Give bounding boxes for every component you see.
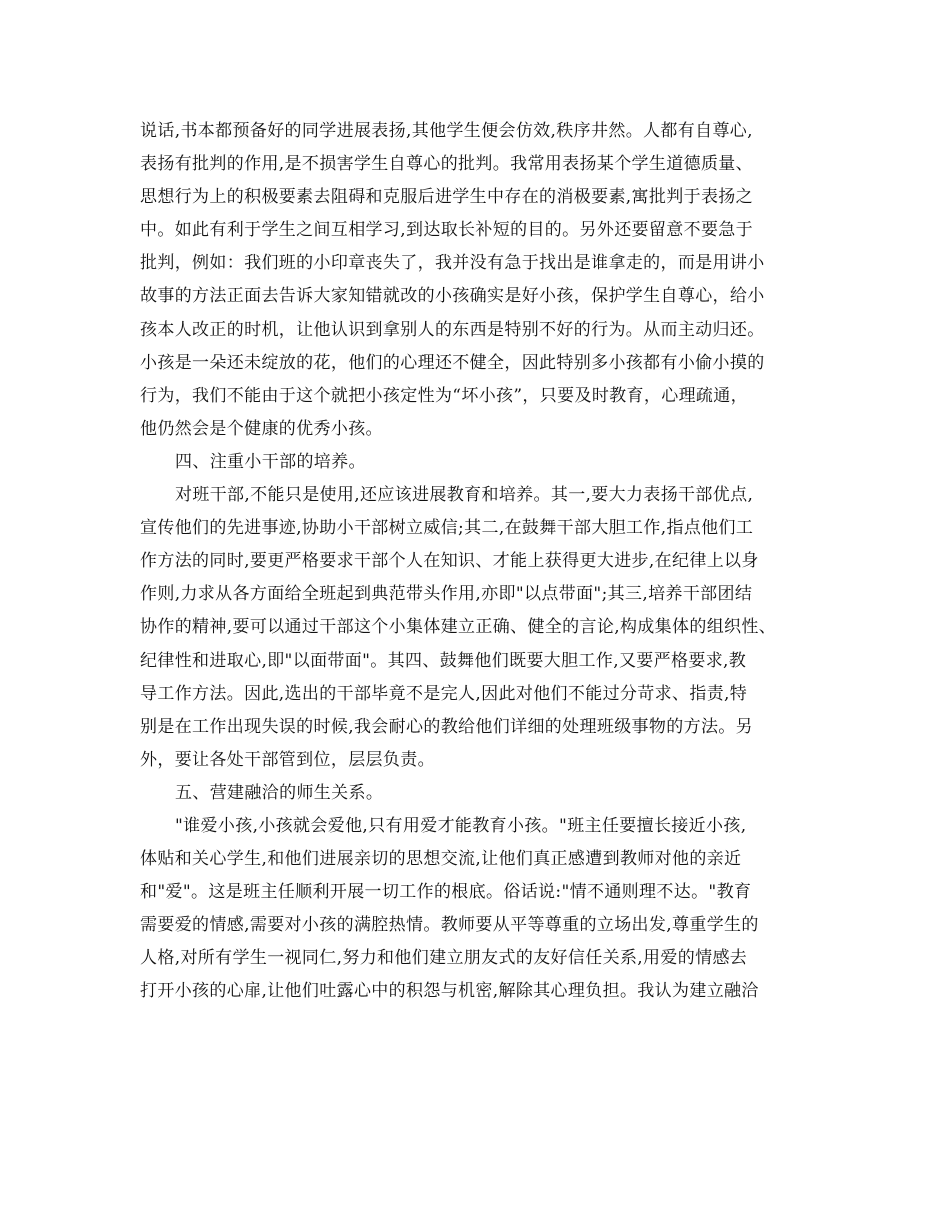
text-line: 协作的精神,要可以通过干部这个小集体建立正确、健全的言论,构成集体的组织性、 (140, 617, 777, 638)
document-body (140, 115, 820, 1009)
text-line: 需要爱的情感,需要对小孩的满腔热情。教师要从平等尊重的立场出发,尊重学生的 (140, 915, 759, 936)
text-line: 孩本人改正的时机，让他认识到拿别人的东西是特别不好的行为。从而主动归还。 (140, 319, 765, 340)
text-line: 别是在工作出现失误的时候,我会耐心的教给他们详细的处理班级事物的方法。另 (140, 716, 754, 737)
text-line: 四、注重小干部的培养。 (175, 451, 366, 472)
text-line: 体贴和关心学生,和他们进展亲切的思想交流,让他们真正感遭到教师对他的亲近 (140, 849, 742, 870)
text-line: 中。如此有利于学生之间互相学习,到达取长补短的目的。另外还要留意不要急于 (140, 220, 754, 241)
text-line: 宣传他们的先进事迹,协助小干部树立威信;其二,在鼓舞干部大胆工作,指点他们工 (140, 518, 754, 539)
text-line: 外，要让各处干部管到位，层层负责。 (140, 749, 435, 770)
text-line: 作方法的同时,要更严格要求干部个人在知识、才能上获得更大进步,在纪律上以身 (140, 551, 759, 572)
text-line: 导工作方法。因此,选出的干部毕竟不是完人,因此对他们不能过分苛求、指责,特 (140, 683, 748, 704)
text-line: 纪律性和进取心,即"以面带面"。其四、鼓舞他们既要大胆工作,又要严格要求,教 (140, 650, 747, 671)
text-line: 打开小孩的心扉,让他们吐露心中的积怨与机密,解除其心理负担。我认为建立融洽 (140, 981, 759, 1002)
text-line: 说话,书本都预备好的同学进展表扬,其他学生便会仿效,秩序井然。人都有自尊心, (140, 121, 753, 141)
text-line: 表扬有批判的作用,是不损害学生自尊心的批判。我常用表扬某个学生道德质量、 (140, 154, 754, 175)
text-line: 小孩是一朵还未绽放的花，他们的心理还不健全，因此特别多小孩都有小偷小摸的 (140, 352, 765, 373)
text-line: 人格,对所有学生一视同仁,努力和他们建立朋友式的友好信任关系,用爱的情感去 (140, 948, 748, 969)
text-line: 故事的方法正面去告诉大家知错就改的小孩确实是好小孩，保护学生自尊心，给小 (140, 286, 765, 307)
text-line: 对班干部,不能只是使用,还应该进展教育和培养。其一,要大力表扬干部优点, (175, 485, 754, 506)
text-line: 批判，例如：我们班的小印章丧失了，我并没有急于找出是谁拿走的，而是用讲小 (140, 253, 765, 274)
text-line: 思想行为上的积极要素去阻碍和克服后进学生中存在的消极要素,寓批判于表扬之 (140, 187, 754, 208)
text-line: 作则,力求从各方面给全班起到典范带头作用,亦即"以点带面";其三,培养干部团结 (140, 584, 753, 605)
text-line: "谁爱小孩,小孩就会爱他,只有用爱才能教育小孩。"班主任要擅长接近小孩, (175, 815, 747, 836)
text-line: 他仍然会是个健康的优秀小孩。 (140, 418, 383, 439)
text-line: 和"爱"。这是班主任顺利开展一切工作的根底。俗话说:"情不通则理不达。"教育 (140, 882, 752, 903)
text-line: 五、营建融洽的师生关系。 (175, 782, 384, 803)
text-line: 行为，我们不能由于这个就把小孩定性为“坏小孩”，只要及时教育，心理疏通， (140, 385, 748, 406)
